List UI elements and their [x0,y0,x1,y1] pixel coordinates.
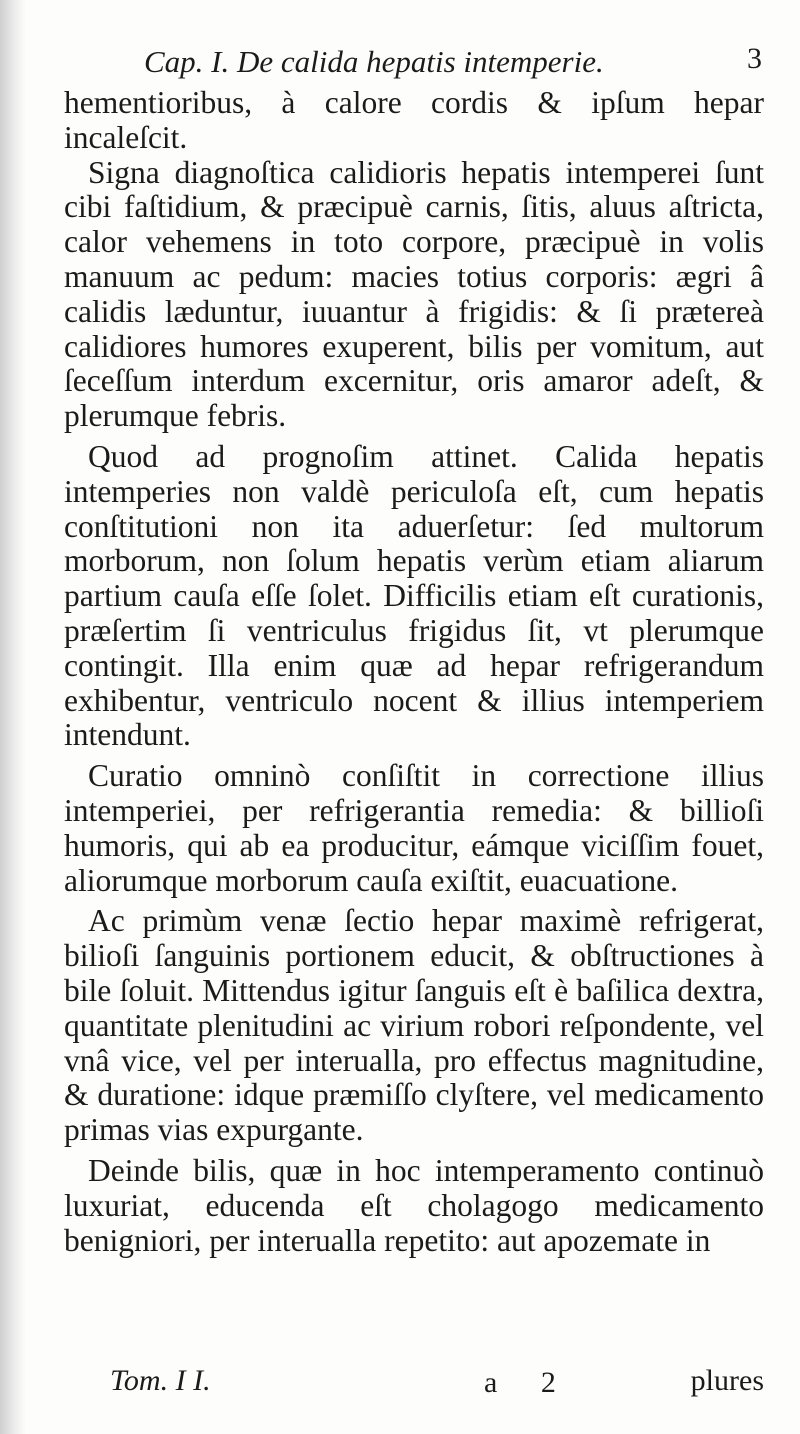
paragraph-signa-diagnostica: Signa diagnoſtica calidioris hepatis intemperei ſunt cibi faſtidium, & præcipuè carnis, ſitis, aluus aſtricta, calor vehemens in toto corpore, præcipuè in volis manuum ac pedum: macies totius corporis: ægri â calidis læduntur, iuuantur à frigidis: & ſi prætereà calidiores humores exuperent, bilis per vomitum, aut ſeceſſum interdum excernitur, oris amaror adeſt, & plerumque febris. [64,154,764,434]
volume-label: Tom. I I. [110,1364,211,1397]
catchword: plures [690,1364,764,1397]
page-edge-shadow [0,0,26,1434]
running-head [130,44,762,86]
paragraph-venae-sectio: Ac primùm venæ ſectio hepar maximè refrigerat, bilioſi ſanguinis portionem educit, & obſtructiones à bile ſoluit. Mittendus igitur ſanguis eſt è baſilica dextra, quantitate plenitudini ac virium robori reſpondente, vel vnâ vice, vel per interualla, pro effectus magnitudine, & duratione: idque præmiſſo clyſtere, vel medicamento primas vias expurgante. [64,903,764,1148]
page-footer [64,1364,764,1404]
paragraph-deinde-bilis: Deinde bilis, quæ in hoc intemperamento continuò luxuriat, educenda eſt cholagogo medicamento benigniori, per interualla repetito: aut apozemate in [64,1152,764,1258]
signature-mark: a 2 [484,1366,574,1399]
paragraph-continuation: hementioribus, à calore cordis & ipſum hepar incaleſcit. [64,85,764,155]
body-text [64,86,764,1258]
paragraph-prognosis: Quod ad prognoſim attinet. Calida hepatis intemperies non valdè periculoſa eſt, cum hepatis conſtitutioni non ita aduerſetur: ſed multorum morborum, non ſolum hepatis verùm etiam aliarum partium cauſa eſſe ſolet. Difficilis etiam eſt curationis, præſertim ſi ventriculus frigidus ſit, vt plerumque contingit. Illa enim quæ ad hepar refrigerandum exhibentur, ventriculo nocent & illius intemperiem intendunt. [64,438,764,753]
page-number: 3 [747,42,762,75]
paragraph-curatio: Curatio omninò conſiſtit in correctione illius intemperiei, per refrigerantia remedia: & billioſi humoris, qui ab ea producitur, eámque viciſſim fouet, aliorumque morborum cauſa exiſtit, euacuatione. [64,758,764,898]
running-head-title: Cap. I. De calida hepatis intemperie. [144,44,604,79]
